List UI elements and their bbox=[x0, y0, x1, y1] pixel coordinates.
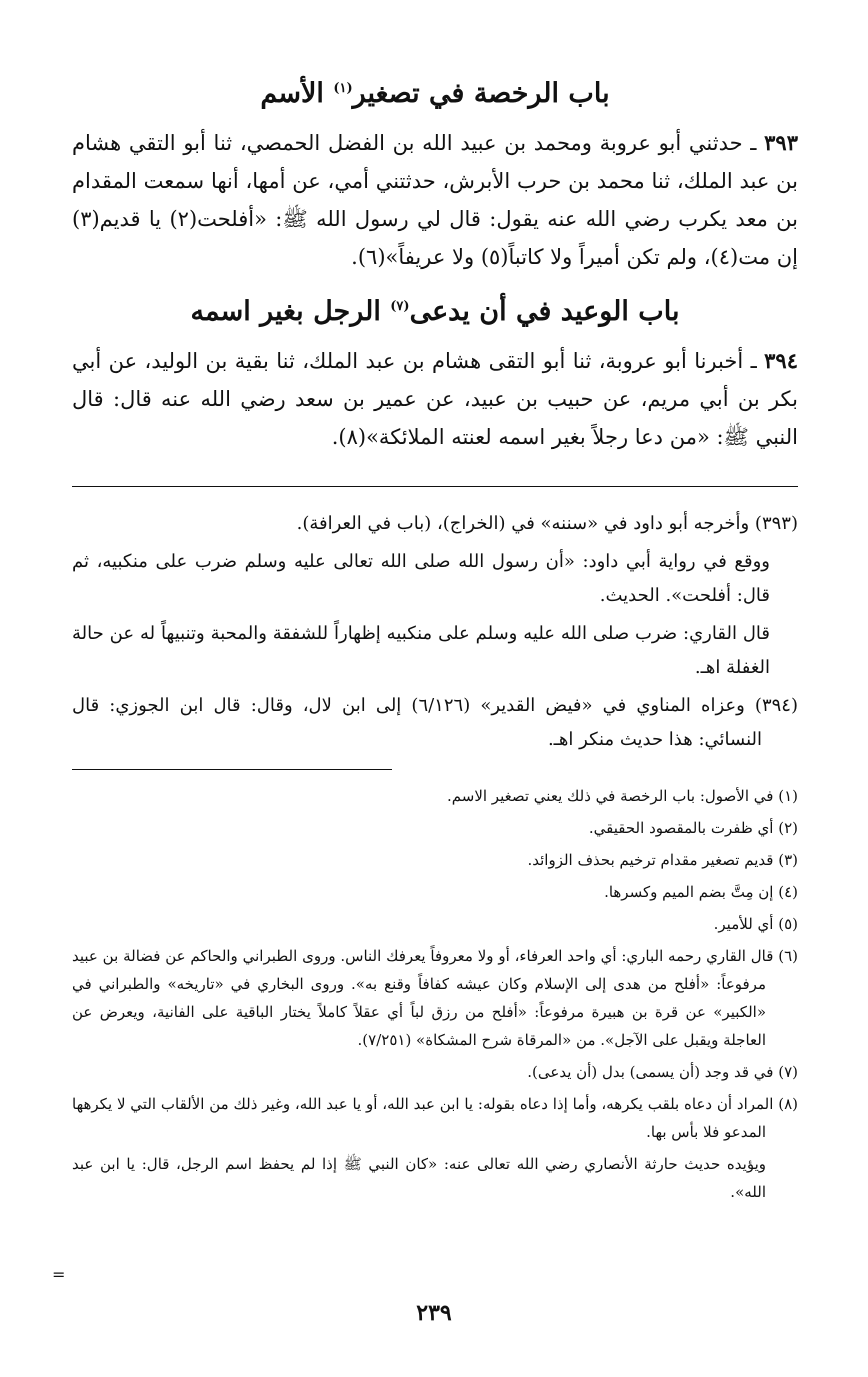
footnote: (٥) أي للأمير. bbox=[713, 915, 798, 933]
takhrij-note: ووقع في رواية أبي داود: «أن رسول الله صلى الله تعالى عليه وسلم ضرب على منكبيه، ثم قال: أفلحت». الحديث. bbox=[72, 551, 770, 606]
hadith-393 bbox=[72, 124, 798, 276]
footnote: (٣) قديم تصغير مقدام ترخيم بحذف الزوائد. bbox=[527, 851, 798, 869]
footnote: (٤) إن مِتَّ بضم الميم وكسرها. bbox=[604, 883, 798, 901]
footnote-divider bbox=[72, 769, 392, 770]
takhrij-notes bbox=[72, 507, 798, 757]
page-number: ٢٣٩ bbox=[416, 1300, 452, 1326]
hadith-text: ـ حدثني أبو عروبة ومحمد بن عبيد الله بن الفضل الحمصي، ثنا أبو التقي هشام بن عبد الملك، ثنا محمد بن حرب الأبرش، حدثتني أمي، عن أمها، أنها سمعت المقدام بن معد يكرب رضي الله عنه يقول: قال لي رسول الله ﷺ: «أفلحت(٢) يا قديم(٣) إن مت(٤)، ولم تكن أميراً ولا كاتباً(٥) ولا عريفاً»(٦). bbox=[72, 131, 798, 269]
chapter-heading-1: باب الرخصة في تصغير$^{(١)}$ الأسم bbox=[260, 78, 610, 109]
footnote-ref[interactable]: (١) bbox=[333, 81, 353, 96]
footnote: (٦) قال القاري رحمه الباري: أي واحد العرفاء، أو ولا معروفاً يعرفك الناس. وروى الطبراني والحاكم عن فضالة بن عبيد مرفوعاً: «أفلح من هدى إلى الإسلام وكان عيشه كفافاً وقنع به». وروى البخاري في «تاريخه» والطبراني في «الكبير» عن قرة بن هبيرة مرفوعاً: «أفلح من رزق لباً أي عقلاً كاملاً يختار الباقية على الفانية، ويعرض عن العاجلة ويقبل على الآجل». من «المرقاة شرح المشكاة» (٧/٢٥١). bbox=[72, 947, 798, 1049]
footnote-continuation: ويؤيده حديث حارثة الأنصاري رضي الله تعالى عنه: «كان النبي ﷺ إذا لم يحفظ اسم الرجل، قال: يا ابن عبد الله». bbox=[72, 1155, 766, 1201]
takhrij-note: (٣٩٣) وأخرجه أبو داود في «سننه» في (الخراج)، (باب في العرافة). bbox=[296, 513, 798, 534]
continuation-marker: = bbox=[52, 1265, 66, 1284]
hadith-text: ـ أخبرنا أبو عروبة، ثنا أبو التقى هشام بن عبد الملك، ثنا بقية بن الوليد، عن أبي بكر بن أبي مريم، عن حبيب بن عبيد، عن عمير بن سعد رضي الله عنه قال: قال النبي ﷺ: «من دعا رجلاً بغير اسمه لعنته الملائكة»(٨). bbox=[72, 349, 798, 449]
takhrij-note: (٣٩٤) وعزاه المناوي في «فيض القدير» (٦/١٢٦) إلى ابن لال، وقال: قال ابن الجوزي: قال النسائي: هذا حديث منكر اهـ. bbox=[72, 695, 798, 750]
hadith-number: ٣٩٣ bbox=[764, 130, 798, 155]
hadith-394 bbox=[72, 342, 798, 456]
footnote-ref[interactable]: (٧) bbox=[390, 299, 410, 314]
main-text bbox=[72, 72, 798, 456]
footnote: (٨) المراد أن دعاه بلقب يكرهه، وأما إذا دعاه بقوله: يا ابن عبد الله، أو يا عبد الله، وغير ذلك من الألقاب التي لا يكرهها المدعو فلا بأس بها. bbox=[72, 1095, 798, 1141]
chapter-heading-2: باب الوعيد في أن يدعى$^{(٧)}$ الرجل بغير اسمه bbox=[190, 296, 680, 327]
section-divider bbox=[72, 486, 798, 487]
takhrij-note: قال القاري: ضرب صلى الله عليه وسلم على منكبيه إظهاراً للشفقة والمحبة وتنبيهاً له عن حالة الغفلة اهـ. bbox=[72, 623, 770, 678]
footnote: (٧) في قد وجد (أن يسمى) بدل (أن يدعى). bbox=[527, 1063, 798, 1081]
footnotes bbox=[72, 782, 798, 1206]
hadith-number: ٣٩٤ bbox=[764, 348, 798, 373]
footnote: (٢) أي ظفرت بالمقصود الحقيقي. bbox=[588, 819, 798, 837]
footnote: (١) في الأصول: باب الرخصة في ذلك يعني تصغير الاسم. bbox=[447, 787, 798, 805]
